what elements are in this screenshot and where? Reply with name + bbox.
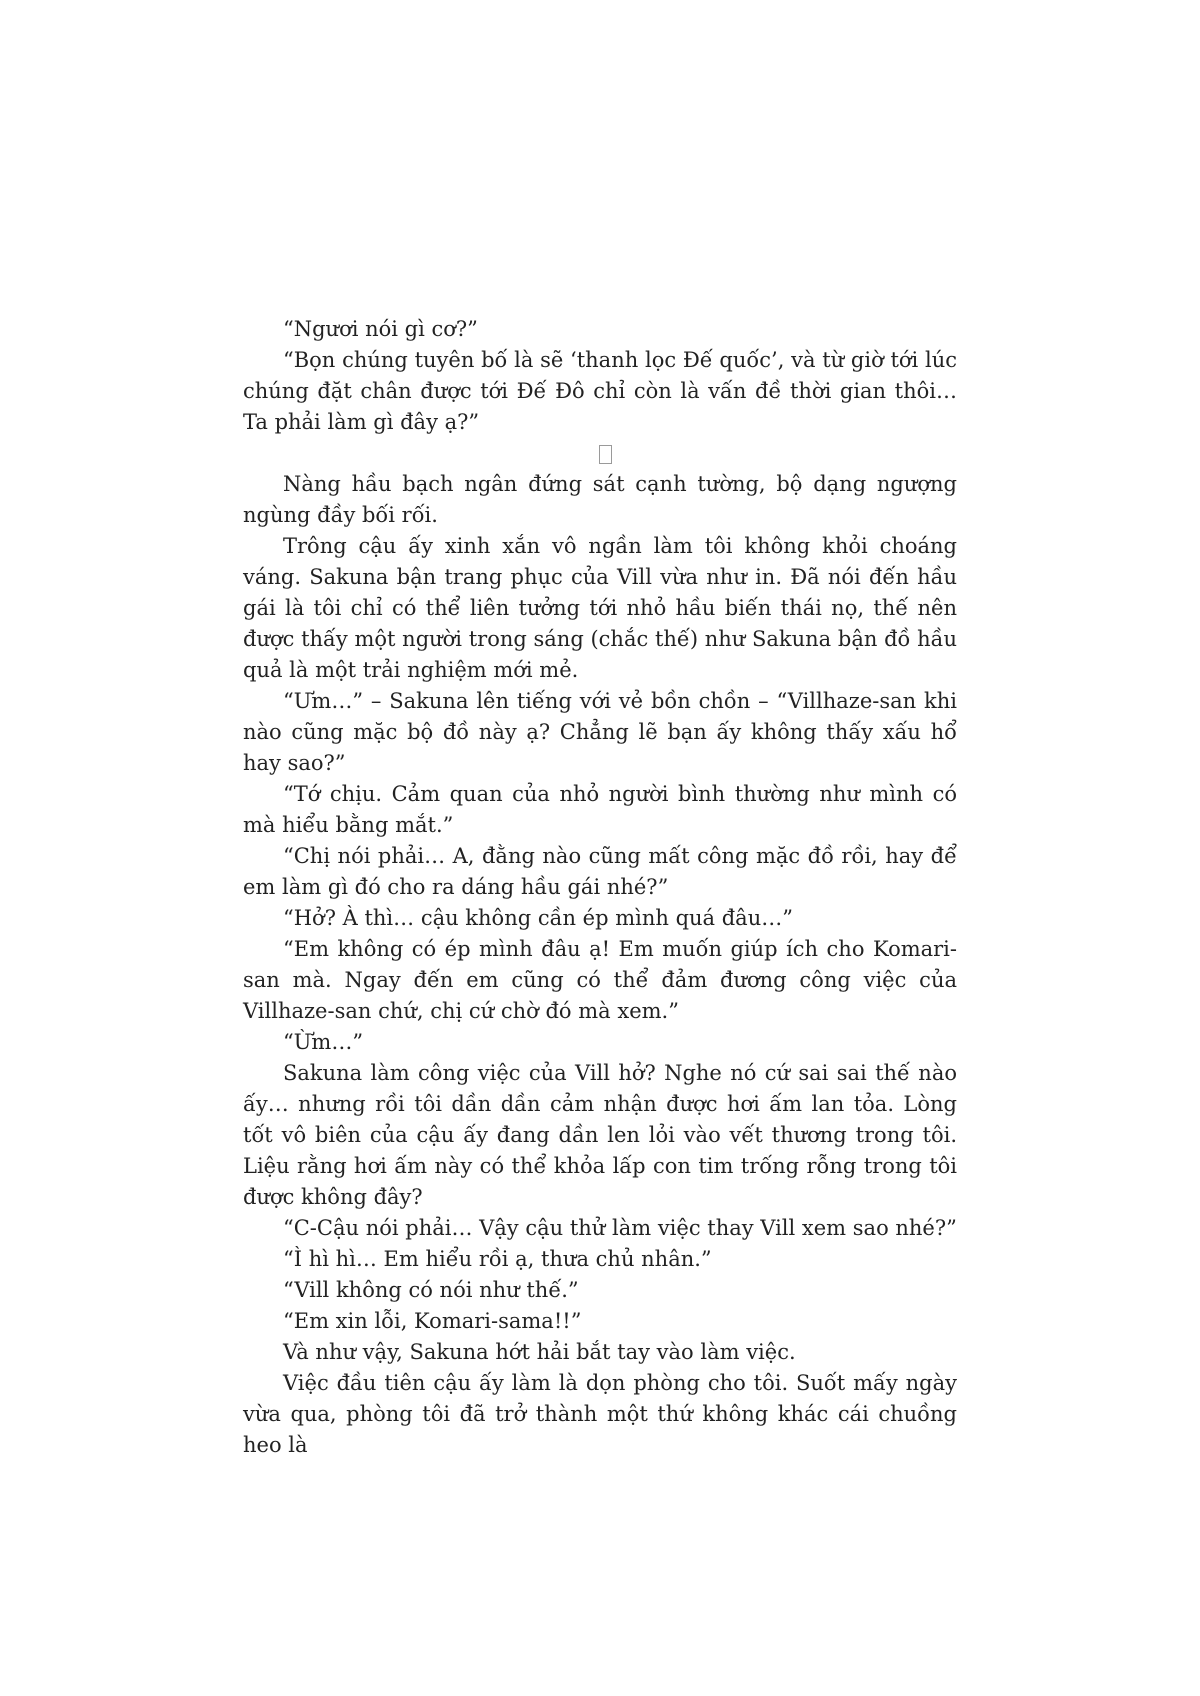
paragraph: Sakuna làm công việc của Vill hở? Nghe nó cứ sai sai thế nào ấy… nhưng rồi tôi dần dần cảm nhận được hơi ấm lan tỏa. Lòng tốt vô biên của cậu ấy đang dần len lỏi vào vết thương trong tôi. Liệu rằng hơi ấm này có thể khỏa lấp con tim trống rỗng trong tôi được không đây? <box>243 1061 957 1209</box>
paragraph: “Em không có ép mình đâu ạ! Em muốn giúp ích cho Komari-san mà. Ngay đến em cũng có thể đảm đương công việc của Villhaze-san chứ, chị cứ chờ đó mà xem.” <box>243 937 957 1023</box>
paragraph: Nàng hầu bạch ngân đứng sát cạnh tường, bộ dạng ngượng ngùng đầy bối rối. <box>243 472 957 527</box>
paragraph: “Hở? À thì… cậu không cần ép mình quá đâu…” <box>283 906 793 930</box>
paragraph: “Bọn chúng tuyên bố là sẽ ‘thanh lọc Đế quốc’, và từ giờ tới lúc chúng đặt chân được tới Đế Đô chỉ còn là vấn đề thời gian thôi… Ta phải làm gì đây ạ?” <box>243 348 957 434</box>
paragraph: “Ưm…” – Sakuna lên tiếng với vẻ bồn chồn – “Villhaze-san khi nào cũng mặc bộ đồ này ạ? Chẳng lẽ bạn ấy không thấy xấu hổ hay sao?” <box>243 689 957 775</box>
paragraph: “C-Cậu nói phải… Vậy cậu thử làm việc thay Vill xem sao nhé?” <box>283 1216 957 1240</box>
paragraph: “Em xin lỗi, Komari-sama!!” <box>283 1309 582 1333</box>
paragraph: “Ngươi nói gì cơ?” <box>283 317 478 341</box>
paragraph: “Vill không có nói như thế.” <box>283 1278 579 1302</box>
missing-glyph-icon <box>599 445 612 464</box>
paragraph: “Ừm…” <box>283 1030 364 1054</box>
scene-break-glyph <box>243 438 957 469</box>
paragraph: “Ì hì hì… Em hiểu rồi ạ, thưa chủ nhân.” <box>283 1247 712 1271</box>
body-text <box>243 314 957 1461</box>
paragraph: Việc đầu tiên cậu ấy làm là dọn phòng cho tôi. Suốt mấy ngày vừa qua, phòng tôi đã trở thành một thứ không khác cái chuồng heo là <box>243 1371 957 1457</box>
paragraph: “Tớ chịu. Cảm quan của nhỏ người bình thường như mình có mà hiểu bằng mắt.” <box>243 782 957 837</box>
paragraph: Và như vậy, Sakuna hớt hải bắt tay vào làm việc. <box>283 1340 796 1364</box>
paragraph: “Chị nói phải… A, đằng nào cũng mất công mặc đồ rồi, hay để em làm gì đó cho ra dáng hầu gái nhé?” <box>243 844 957 899</box>
paragraph: Trông cậu ấy xinh xắn vô ngần làm tôi không khỏi choáng váng. Sakuna bận trang phục của Vill vừa như in. Đã nói đến hầu gái là tôi chỉ có thể liên tưởng tới nhỏ hầu biến thái nọ, thế nên được thấy một người trong sáng (chắc thế) như Sakuna bận đồ hầu quả là một trải nghiệm mới mẻ. <box>243 534 957 682</box>
